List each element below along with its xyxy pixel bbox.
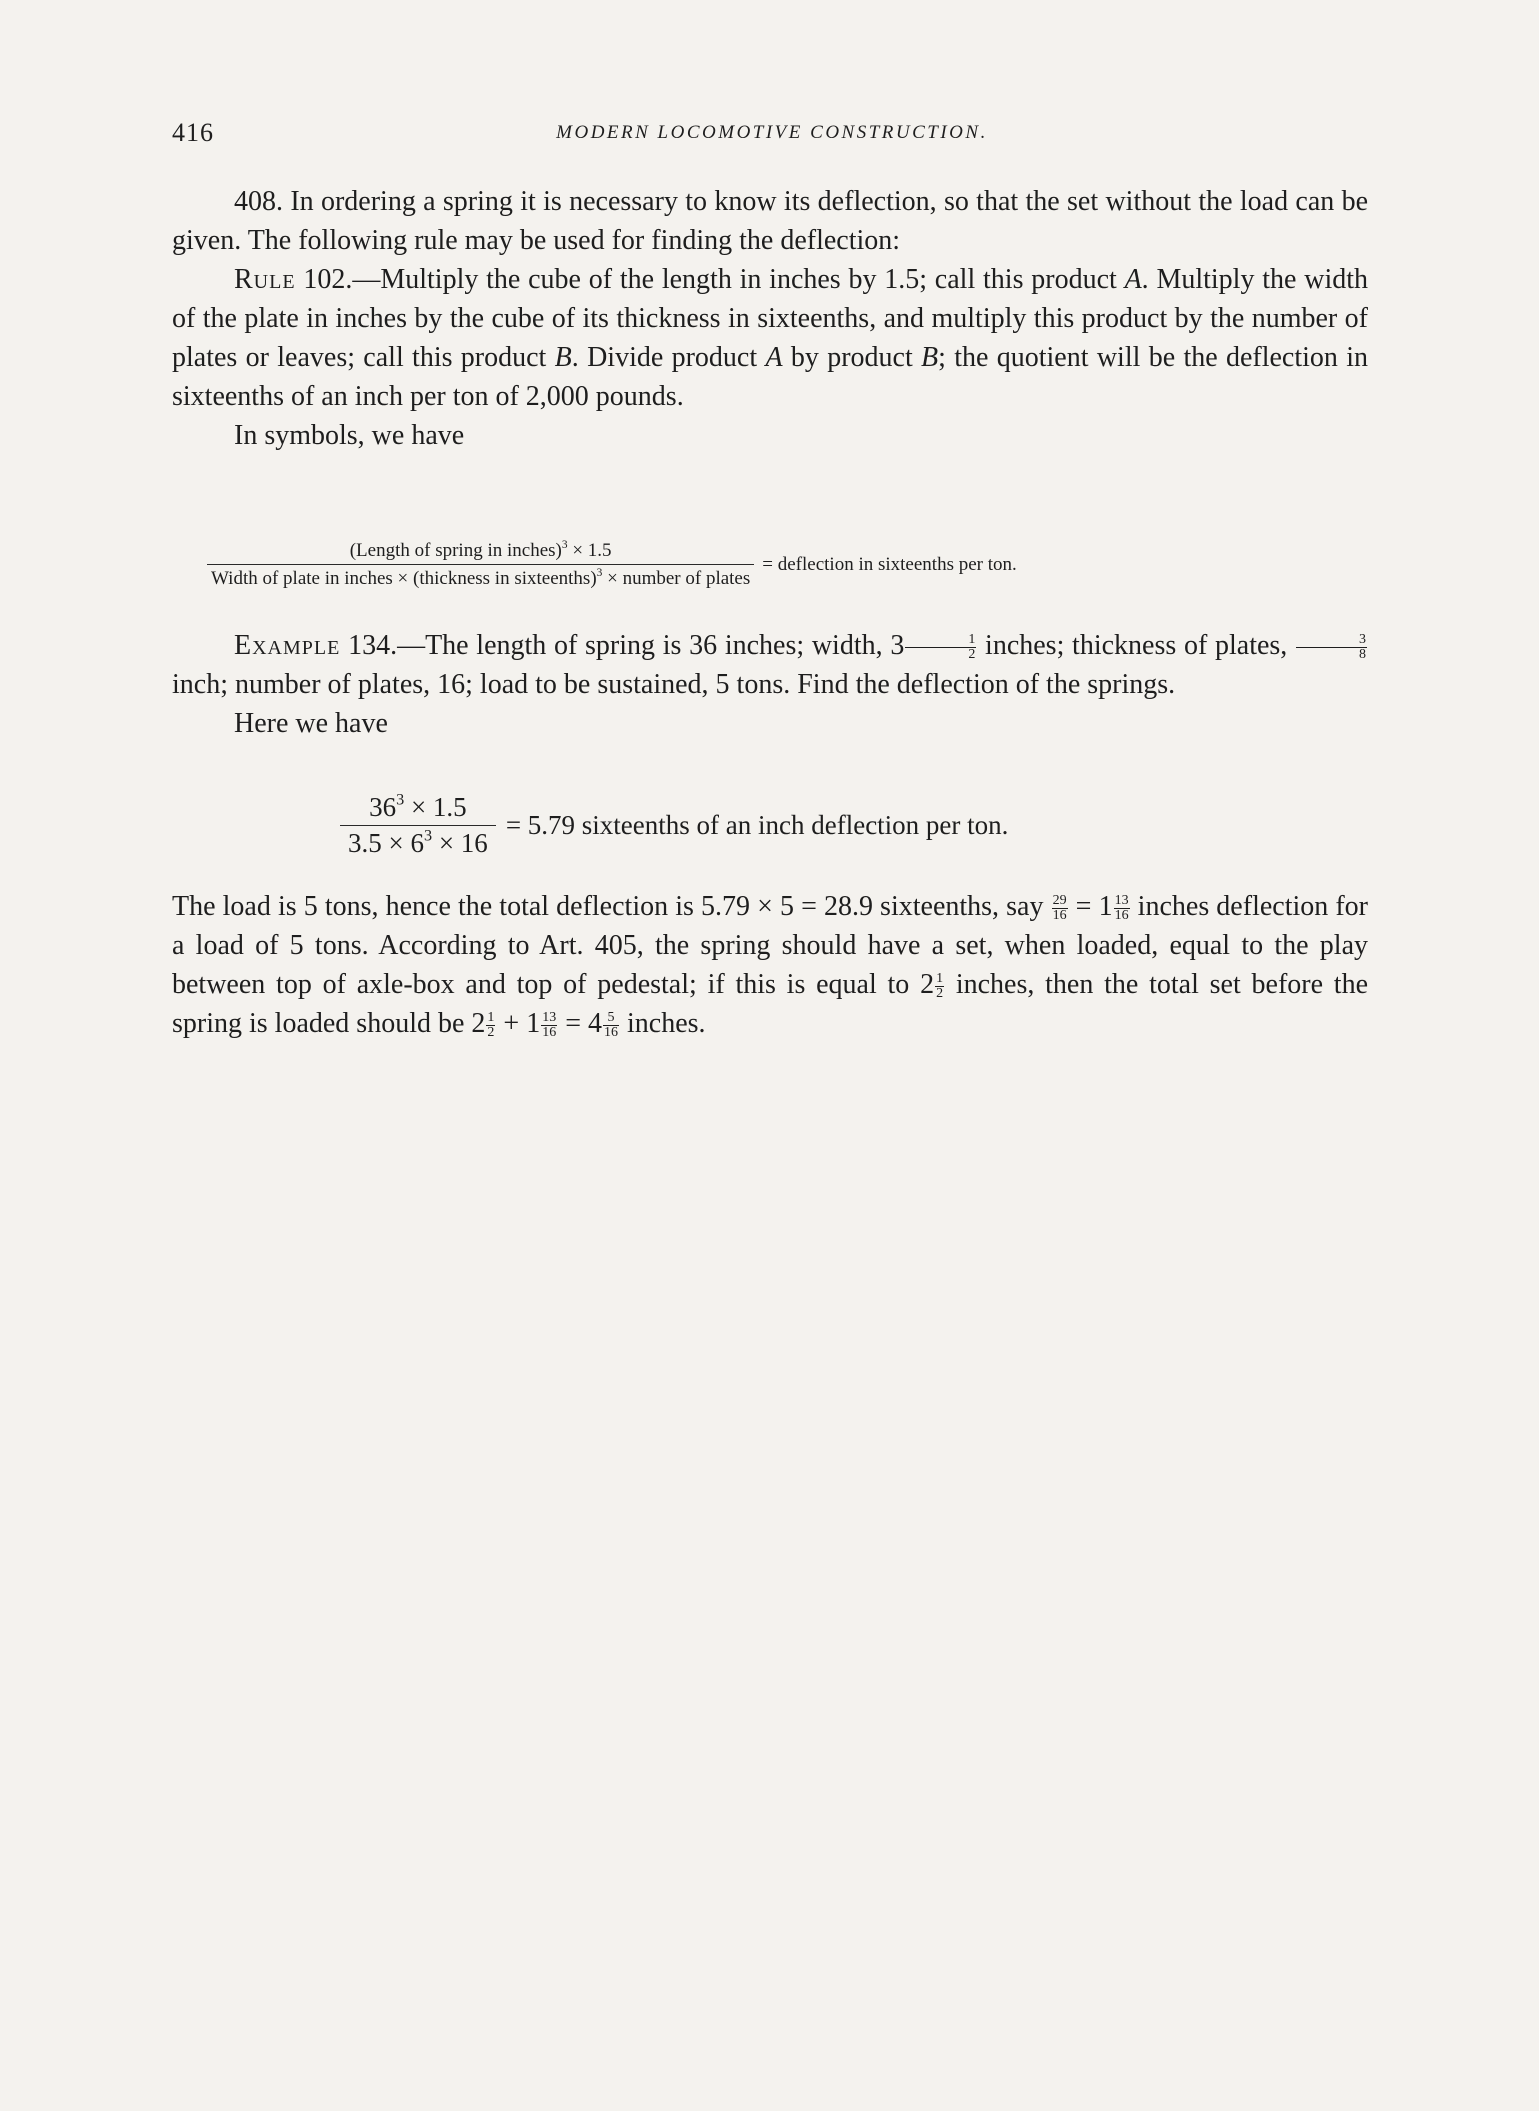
example-formula-result: = 5.79 sixteenths of an inch deflection per ton. [505, 810, 1009, 840]
rule-formula [207, 540, 1327, 590]
fraction-numerator: 5 [603, 1011, 619, 1026]
fraction-denominator: 2 [968, 647, 976, 663]
article-text: In ordering a spring it is necessary to know its deflection, so that the set without the load can be given. The following rule may be used for finding the deflection: [172, 186, 1368, 256]
fraction [541, 1011, 557, 1040]
conclusion-text: = 4 [558, 1008, 603, 1039]
example-formula [340, 792, 1008, 859]
fraction-denominator: 16 [1114, 908, 1129, 924]
fraction-numerator: 3 [1296, 633, 1367, 648]
fraction-numerator: 1 [936, 971, 944, 987]
text-block-conclusion [172, 887, 1368, 1043]
rule-formula-result: = deflection in sixteenths per ton. [762, 554, 1017, 575]
text-block-example [172, 626, 1368, 743]
fraction [1296, 633, 1367, 662]
rule-text: . Multiply the width of the plate in inches by the cube of its thickness in sixteenths, and multiply this product by the number of plates or leaves; call this product [172, 264, 1369, 373]
numerator-text: × 1.5 [567, 540, 612, 561]
conclusion-text: inches. [620, 1008, 706, 1039]
rule-dash: — [352, 264, 381, 295]
example-text: inch; number of plates, 16; load to be sustained, 5 tons. Find the deflection of the springs. [172, 669, 1176, 700]
example-formula-denominator [340, 826, 496, 859]
rule-formula-fraction [207, 540, 754, 590]
fraction [1114, 894, 1130, 923]
exponent: 3 [596, 567, 603, 580]
numerator-text: 36 [369, 792, 397, 822]
running-head [172, 118, 1372, 158]
example-dash: — [397, 630, 426, 661]
conclusion-text: The load is 5 tons, hence the total deflection is 5.79 × 5 = 28.9 sixteenths, say [172, 891, 1051, 922]
example-label: Example [234, 630, 341, 661]
numerator-text: (Length of spring in inches) [349, 540, 562, 561]
fraction [935, 972, 944, 1001]
conclusion-text: + 1 [496, 1008, 541, 1039]
fraction [1052, 894, 1068, 923]
rule-102 [172, 260, 1368, 416]
rule-number: 102. [303, 264, 353, 295]
rule-text: by product [782, 342, 922, 373]
fraction-numerator: 13 [1114, 893, 1129, 909]
fraction [603, 1011, 619, 1040]
exponent: 3 [396, 790, 405, 809]
var-a: A [1124, 264, 1142, 295]
denominator-text: Width of plate in inches × (thickness in sixteenths) [211, 568, 597, 589]
example-text: inches; thickness of plates, [977, 630, 1296, 661]
rule-formula-numerator [207, 540, 754, 565]
denominator-text: 3.5 × 6 [348, 828, 424, 858]
fraction-denominator: 16 [604, 1025, 619, 1041]
numerator-text: × 1.5 [404, 792, 467, 822]
example-formula-numerator [340, 792, 496, 826]
fraction [486, 1011, 495, 1040]
article-408 [172, 182, 1368, 260]
fraction-numerator: 29 [1052, 893, 1067, 909]
running-title: MODERN LOCOMOTIVE CONSTRUCTION. [556, 122, 988, 143]
fraction [905, 633, 976, 662]
var-a: A [765, 342, 783, 373]
fraction-denominator: 8 [1359, 647, 1367, 663]
fraction-denominator: 2 [487, 1025, 495, 1041]
text-block-rule [172, 182, 1368, 455]
page-number: 416 [172, 118, 214, 147]
exponent: 3 [423, 826, 433, 845]
conclusion-text: = 1 [1068, 891, 1113, 922]
var-b: B [921, 342, 939, 373]
exponent: 3 [561, 539, 568, 552]
var-b: B [554, 342, 572, 373]
example-formula-fraction [340, 792, 496, 859]
conclusion-paragraph [172, 887, 1368, 1043]
fraction-numerator: 1 [487, 1010, 495, 1026]
symbols-intro: In symbols, we have [234, 420, 465, 451]
example-134 [172, 626, 1368, 704]
fraction-numerator: 1 [905, 633, 976, 648]
rule-text: Multiply the cube of the length in inches by 1.5; call this product [380, 264, 1125, 295]
rule-label: Rule [234, 264, 296, 295]
rule-text: ; the quotient will be the deflection in sixteenths of an inch per ton of 2,000 pounds. [172, 342, 1368, 412]
conclusion-text: inches, then the total set before the spring is loaded should be 2 [172, 969, 1369, 1039]
fraction-numerator: 13 [542, 1010, 557, 1026]
fraction-denominator: 16 [542, 1025, 557, 1041]
rule-formula-denominator [207, 565, 754, 590]
article-number: 408. [234, 186, 283, 217]
denominator-text: × number of plates [602, 568, 751, 589]
here-we-have: Here we have [234, 708, 388, 739]
rule-text: . Divide product [571, 342, 766, 373]
example-text: The length of spring is 36 inches; width, 3 [425, 630, 905, 661]
example-number: 134. [348, 630, 398, 661]
conclusion-text: inches deflection for a load of 5 tons. According to Art. 405, the spring should have a set, when loaded, equal to the play between top of axle-box and top of pedestal; if this is equal to 2 [172, 891, 1369, 1000]
denominator-text: × 16 [432, 828, 488, 858]
fraction-denominator: 2 [936, 986, 944, 1002]
fraction-denominator: 16 [1052, 908, 1067, 924]
